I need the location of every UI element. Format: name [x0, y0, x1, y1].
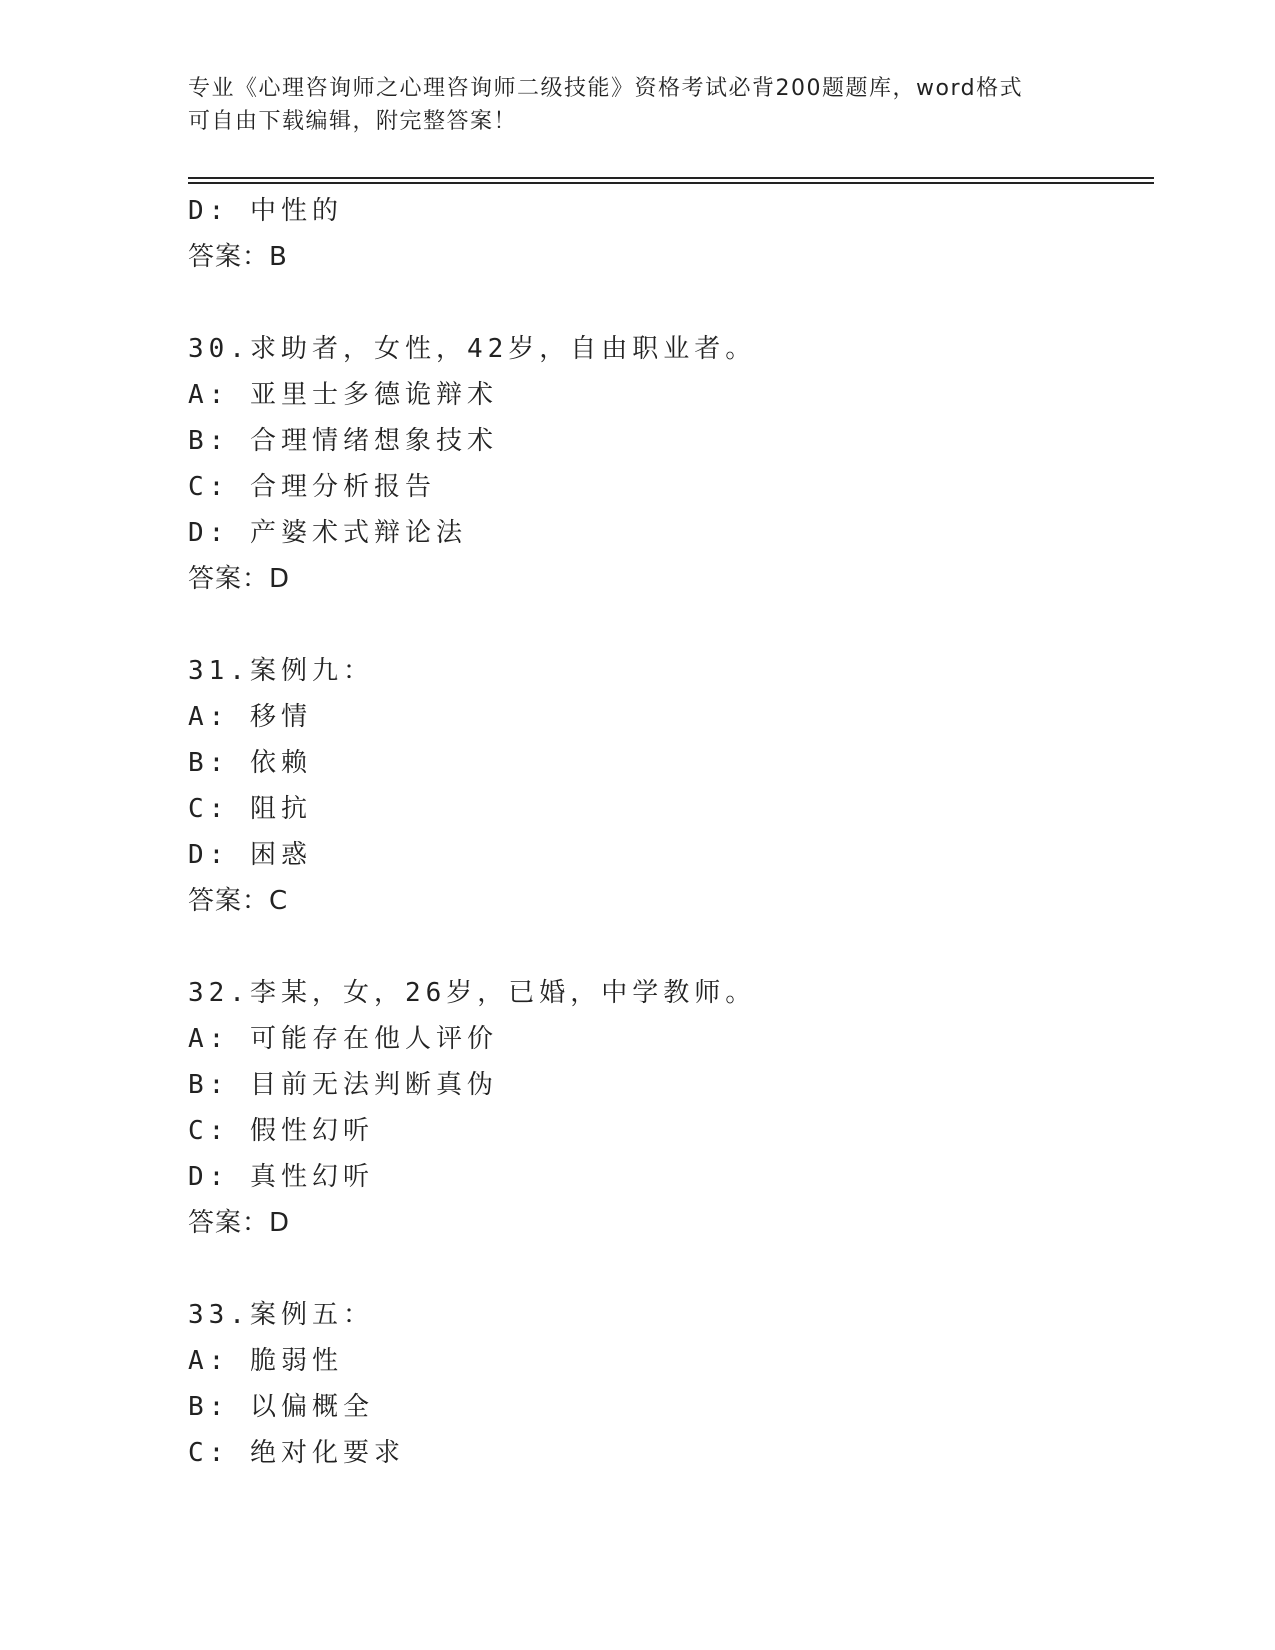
question-30 [188, 326, 1148, 602]
header-line-1: 专业《心理咨询师之心理咨询师二级技能》资格考试必背200题题库，word格式 [188, 76, 1024, 101]
question-list [188, 188, 1148, 1476]
header-divider-top [188, 177, 1154, 179]
option-c: C: 假性幻听 [188, 1116, 374, 1146]
option-d: D: 困惑 [188, 840, 312, 870]
option-a: A: 脆弱性 [188, 1346, 343, 1376]
option-d: D: 中性的 [188, 196, 343, 226]
question-stem: 30.求助者，女性，42岁，自由职业者。 [188, 334, 757, 364]
question-stem: 31.案例九： [188, 656, 374, 686]
document-header [188, 72, 1088, 138]
answer-line: 答案：C [188, 886, 289, 916]
question-31 [188, 648, 1148, 924]
option-c: C: 绝对化要求 [188, 1438, 405, 1468]
option-d: D: 真性幻听 [188, 1162, 374, 1192]
option-a: A: 移情 [188, 702, 312, 732]
question-32 [188, 970, 1148, 1246]
question-33 [188, 1292, 1148, 1476]
option-a: A: 亚里士多德诡辩术 [188, 380, 498, 410]
option-b: B: 目前无法判断真伪 [188, 1070, 498, 1100]
question-stem: 32.李某，女，26岁，已婚，中学教师。 [188, 978, 757, 1008]
option-b: B: 合理情绪想象技术 [188, 426, 498, 456]
header-divider-bottom [188, 182, 1154, 184]
option-a: A: 可能存在他人评价 [188, 1024, 498, 1054]
header-line-2: 可自由下载编辑，附完整答案！ [188, 109, 518, 134]
option-d: D: 产婆术式辩论法 [188, 518, 467, 548]
option-b: B: 以偏概全 [188, 1392, 374, 1422]
question-stem: 33.案例五： [188, 1300, 374, 1330]
answer-line: 答案：B [188, 242, 288, 272]
answer-line: 答案：D [188, 564, 291, 594]
option-c: C: 阻抗 [188, 794, 312, 824]
answer-line: 答案：D [188, 1208, 291, 1238]
option-c: C: 合理分析报告 [188, 472, 436, 502]
option-b: B: 依赖 [188, 748, 312, 778]
